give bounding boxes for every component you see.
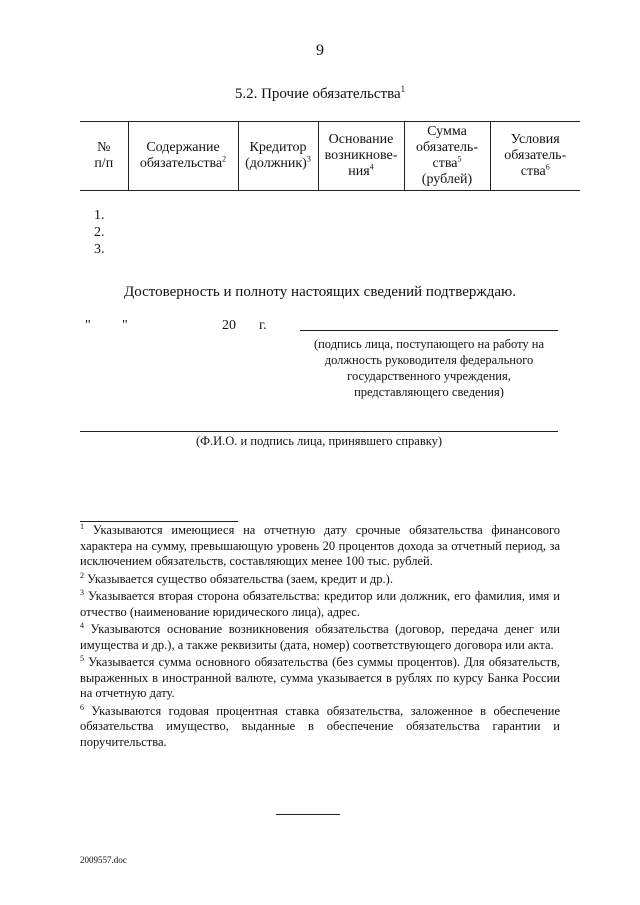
signature-caption-applicant	[290, 336, 568, 400]
header-line: Содержание	[146, 140, 220, 155]
header-line: возникнове-	[324, 148, 398, 163]
header-line: Кредитор	[249, 140, 307, 155]
footnote-2	[80, 572, 560, 588]
signature-line-receiver	[80, 431, 558, 432]
footnote-text: Указывается вторая сторона обязательства: кредитор или должник, его фамилия, имя и отчество (наименование юридического лица), адрес.	[80, 589, 560, 619]
header-line: обязатель-	[504, 148, 567, 163]
header-line: обязательства$^2$	[139, 154, 227, 171]
date-year-suffix: г.	[259, 318, 267, 333]
header-line: (должник)$^3$	[245, 154, 311, 171]
column-header-conditions	[490, 122, 580, 191]
caption-line: (подпись лица, поступающего на работу на	[313, 337, 545, 351]
footnote-number: 1	[80, 521, 84, 531]
column-header-number	[80, 122, 128, 191]
footnote-4	[80, 622, 560, 653]
footnotes	[80, 523, 560, 752]
header-line: ства$^5$	[432, 154, 462, 171]
footnote-number: 3	[80, 587, 84, 597]
end-of-page-line	[276, 814, 340, 815]
footnote-ref: 3	[306, 154, 311, 164]
date-open-quote: "	[85, 318, 91, 333]
caption-line: государственного учреждения,	[347, 369, 511, 383]
document-filename: 2009557.doc	[80, 855, 127, 865]
footnote-number: 4	[80, 620, 84, 630]
header-line: (рублей)	[421, 172, 473, 187]
footnote-text: Указываются годовая процентная ставка обязательства, заложенное в обеспечение обязательства имущество, выданные в обеспечение обязательства гарантии и поручительства.	[80, 703, 560, 749]
footnote-ref: 2	[222, 154, 227, 164]
section-title	[0, 86, 640, 103]
signature-caption-receiver: (Ф.И.О. и подпись лица, принявшего справку)	[195, 434, 443, 448]
footnote-5	[80, 655, 560, 702]
column-header-content	[128, 122, 238, 191]
table-row-number: 1.	[94, 208, 105, 223]
date-close-quote: "	[122, 318, 128, 333]
caption-line: должность руководителя федерального	[324, 353, 534, 367]
header-line: Условия	[510, 132, 560, 147]
footnote-ref: 4	[369, 162, 374, 172]
footnote-text: Указываются основание возникновения обязательства (договор, передача денег или имущества и др.), а также реквизиты (дата, номер) соответствующего договора или акта.	[80, 622, 561, 652]
table-row-number: 2.	[94, 225, 105, 240]
footnote-text: Указывается сумма основного обязательства (без суммы процентов). Для обязательств, выраженных в иностранной валюте, сумма указывается в рублях по курсу Банка России на отчетную дату.	[80, 655, 561, 700]
header-line: ния$^4$	[348, 162, 374, 179]
footnote-1	[80, 523, 560, 570]
table-row-number: 3.	[94, 242, 105, 257]
header-line: ства$^6$	[520, 162, 550, 179]
footnote-3	[80, 589, 560, 620]
column-header-amount	[404, 122, 490, 191]
header-line: п/п	[94, 156, 114, 171]
footnote-number: 6	[80, 702, 84, 712]
signature-line-applicant	[300, 330, 558, 331]
page-number: 9	[316, 42, 324, 59]
column-header-creditor	[238, 122, 318, 191]
confirmation-statement: Достоверность и полноту настоящих сведений подтверждаю.	[124, 284, 516, 300]
footnote-separator	[80, 521, 238, 522]
table-rows	[94, 207, 105, 258]
footnote-text: Указывается существо обязательства (заем, кредит и др.).	[87, 571, 393, 586]
date-year-prefix: 20	[222, 318, 236, 333]
footnote-text: Указываются имеющиеся на отчетную дату срочные обязательства финансового характера на сумму, превышающую уровень 20 процентов дохода за отчетный период, за исключением обязательств, составляющих менее 100 тыс. рублей.	[80, 523, 561, 568]
column-header-basis	[318, 122, 404, 191]
footnote-number: 5	[80, 653, 84, 663]
section-title-text: 5.2. Прочие обязательства	[234, 86, 401, 102]
obligations-table	[80, 121, 580, 191]
header-line: №	[97, 140, 111, 155]
header-line: обязатель-	[416, 140, 478, 155]
table-header-row	[80, 122, 580, 191]
footnote-ref: 5	[457, 154, 462, 164]
footnote-number: 2	[80, 570, 84, 580]
section-title-footnote-ref: 1	[400, 84, 406, 94]
header-line: Сумма	[427, 124, 467, 139]
header-line: Основание	[328, 132, 394, 147]
footnote-ref: 6	[545, 162, 550, 172]
footnote-6	[80, 704, 560, 751]
caption-line: представляющего сведения)	[354, 385, 504, 399]
